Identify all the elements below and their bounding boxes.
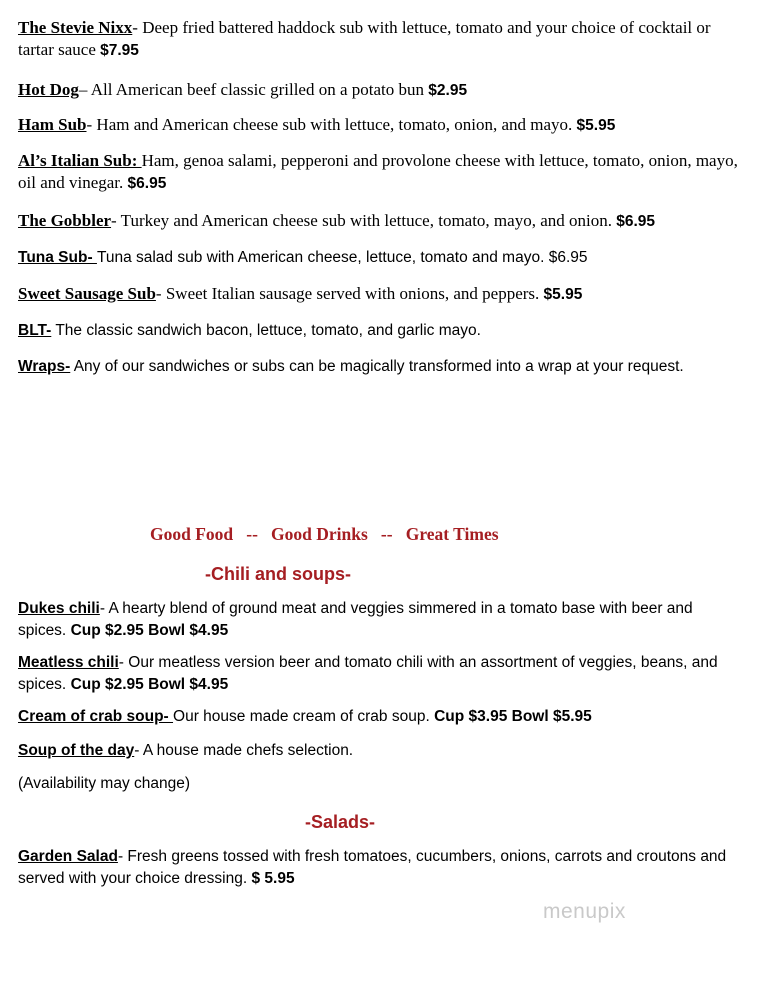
item-name: Meatless chili [18,654,119,671]
menu-item-dukes-chili: Dukes chili- A hearty blend of ground meat and veggies simmered in a tomato base with beer and spices. Cup $2.95 Bowl $4.95 [18,600,693,639]
menu-item-wraps [18,356,718,378]
item-description: Turkey and American cheese sub with lettuce, tomato, mayo, and onion. [120,211,617,230]
menu-item-ham-sub: Ham Sub- Ham and American cheese sub with lettuce, tomato, onion, and mayo. $5.95 [18,115,616,134]
item-description: Deep fried battered haddock sub with lettuce, tomato and your choice of cocktail or tartar sauce [18,18,711,59]
menu-item-stevie-nixx: The Stevie Nixx- Deep fried battered haddock sub with lettuce, tomato and your choice of cocktail or tartar sauce $7.95 [18,18,711,59]
item-description: Our house made cream of crab soup. [173,708,435,725]
item-name: Sweet Sausage Sub [18,284,156,303]
menu-item-garden-salad: Garden Salad- Fresh greens tossed with fresh tomatoes, cucumbers, onions, carrots and croutons and served with your choice dressing. $ 5.95 [18,848,727,887]
item-price: Cup $2.95 Bowl $4.95 [70,622,229,639]
item-name: Ham Sub [18,115,87,134]
menupix-watermark: menupix [543,900,626,923]
item-name: Garden Salad [18,848,118,865]
item-description: Ham and American cheese sub with lettuce, tomato, onion, and mayo. [96,115,577,134]
menu-item-meatless-chili: Meatless chili- Our meatless version beer and tomato chili with an assortment of veggies, beans, and spices. Cup $2.95 Bowl $4.95 [18,654,718,693]
menu-item-sweet-sausage-sub: Sweet Sausage Sub- Sweet Italian sausage served with onions, and peppers. $5.95 [18,284,583,303]
menu-item-hot-dog: Hot Dog– All American beef classic grilled on a potato bun $2.95 [18,80,468,99]
item-name: BLT- [18,322,52,339]
item-description: Any of our sandwiches or subs can be magically transformed into a wrap at your request. [73,358,684,375]
item-description: Fresh greens tossed with fresh tomatoes, cucumbers, onions, carrots and croutons and served with your choice dressing. [18,848,727,887]
section-heading-salads: -Salads- [305,812,376,832]
item-name: Dukes chili [18,600,100,617]
item-description: All American beef classic grilled on a potato bun [90,80,429,99]
item-price: $2.95 [428,82,468,99]
item-price: $6.95 [616,213,656,230]
item-name: Tuna Sub- [18,249,97,266]
item-price: $ 5.95 [251,870,295,887]
item-name: The Stevie Nixx [18,18,133,37]
item-name: Soup of the day [18,742,135,759]
menu-item-tuna-sub [18,247,743,269]
item-price: $5.95 [543,286,583,303]
item-description: The classic sandwich bacon, lettuce, tomato, and garlic mayo. [55,322,481,339]
item-description: Sweet Italian sausage served with onions, and peppers. [165,284,544,303]
menu-item-soup-of-the-day: Soup of the day- A house made chefs selection. [18,742,354,759]
item-price: Cup $2.95 Bowl $4.95 [70,676,229,693]
item-price: $6.95 [127,175,167,192]
item-description: Ham, genoa salami, pepperoni and provolone cheese with lettuce, tomato, onion, mayo, oil and vinegar. [18,151,738,192]
item-description: A hearty blend of ground meat and veggies simmered in a tomato base with beer and spices. [18,600,693,639]
menu-item-blt [18,320,743,342]
item-description: A house made chefs selection. [142,742,354,759]
item-name: The Gobbler [18,211,112,230]
section-heading-chili-soups: -Chili and soups- [205,564,351,584]
item-price: $6.95 [548,249,588,266]
item-price: $5.95 [576,117,616,134]
item-price: $7.95 [100,42,139,59]
tagline: Good Food -- Good Drinks -- Great Times [150,524,499,544]
menu-item-als-italian-sub [18,150,743,195]
item-description: Tuna salad sub with American cheese, lettuce, tomato and mayo. [96,249,549,266]
item-name: Cream of crab soup- [18,708,174,725]
item-name: Hot Dog [18,80,79,99]
item-price: Cup $3.95 Bowl $5.95 [434,708,592,725]
item-name: Al’s Italian Sub: [18,151,142,170]
menu-item-cream-of-crab-soup [18,706,743,728]
item-description: Our meatless version beer and tomato chili with an assortment of veggies, beans, and spices. [18,654,718,693]
item-name: Wraps- [18,358,71,375]
availability-note: (Availability may change) [18,775,191,792]
menu-item-gobbler: The Gobbler- Turkey and American cheese sub with lettuce, tomato, mayo, and onion. $6.95 [18,211,656,230]
